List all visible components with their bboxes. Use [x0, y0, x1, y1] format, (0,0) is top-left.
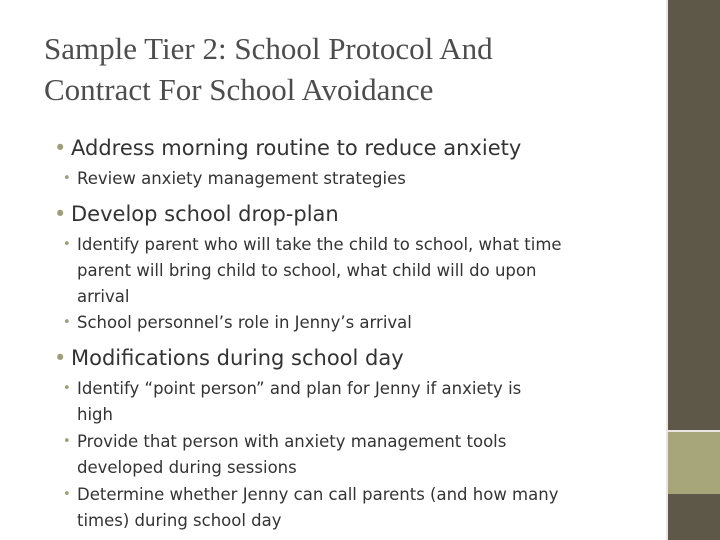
bullet-level1-text: Address morning routine to reduce anxiety [71, 136, 522, 160]
slide-title [44, 28, 644, 110]
bullet-level2-line: developed during sessions [77, 458, 297, 477]
slide-title-line-2: Contract For School Avoidance [44, 72, 434, 107]
bullet-level1-text: Modifications during school day [71, 346, 404, 370]
bullet-level2 [63, 310, 637, 336]
bullet-level2 [63, 232, 637, 310]
bullet-level2-line: high [77, 405, 113, 424]
bullet-level2-line: Provide that person with anxiety management tools [77, 432, 507, 451]
bullet-dot-icon: • [54, 136, 67, 160]
bullet-level2 [63, 429, 637, 481]
bullet-dot-icon: • [63, 237, 71, 252]
bullet-dot-icon: • [63, 171, 71, 186]
sidebar-accent-block [668, 432, 720, 494]
slide-title-line-1: Sample Tier 2: School Protocol And [44, 31, 493, 66]
bullet-dot-icon: • [63, 434, 71, 449]
bullet-level1 [54, 200, 339, 228]
bullet-dot-icon: • [54, 346, 67, 370]
bullet-level2-line: Identify parent who will take the child to school, what time [77, 235, 562, 254]
bullet-dot-icon: • [63, 381, 71, 396]
bullet-level1 [54, 134, 521, 162]
bullet-dot-icon: • [63, 315, 71, 330]
bullet-level2-line: times) during school day [77, 511, 282, 530]
bullet-dot-icon: • [54, 202, 67, 226]
bullet-level1 [54, 344, 404, 372]
bullet-level2 [63, 482, 637, 534]
bullet-level2-line: Review anxiety management strategies [77, 169, 406, 188]
bullet-level2-line: School personnel’s role in Jenny’s arrival [77, 313, 412, 332]
bullet-level2 [63, 376, 637, 428]
bullet-level2-line: parent will bring child to school, what child will do upon [77, 261, 537, 280]
bullet-level2-line: Determine whether Jenny can call parents (and how many [77, 485, 559, 504]
bullet-level2 [63, 166, 637, 192]
bullet-dot-icon: • [63, 487, 71, 502]
bullet-level2-line: arrival [77, 287, 130, 306]
bullet-level2-line: Identify “point person” and plan for Jenny if anxiety is [77, 379, 522, 398]
bullet-level1-text: Develop school drop-plan [71, 202, 339, 226]
